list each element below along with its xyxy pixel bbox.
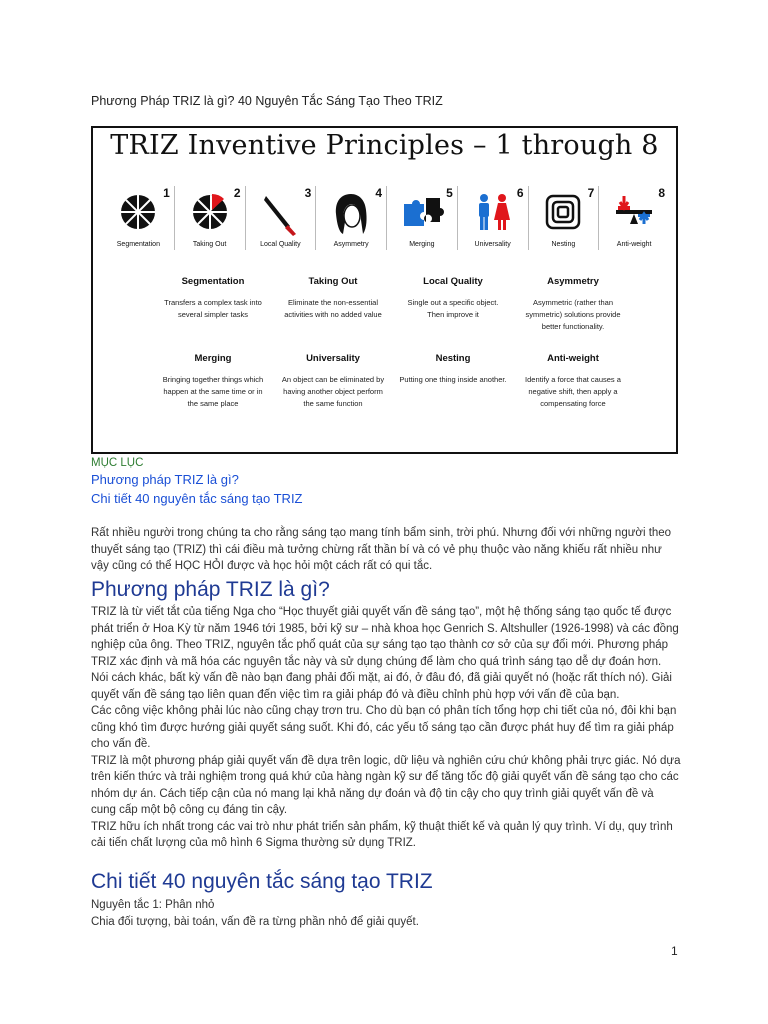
principle-number: 4 xyxy=(375,186,382,200)
document-title: Phương Pháp TRIZ là gì? 40 Nguyên Tắc Sáng Tạo Theo TRIZ xyxy=(91,94,443,108)
principle-number: 6 xyxy=(516,186,524,200)
icon-label: Taking Out xyxy=(192,241,227,248)
icon-label: Anti-weight xyxy=(616,241,652,248)
principle-number: 1 xyxy=(163,186,170,200)
icon-cell-segmentation xyxy=(103,186,174,250)
icon-cell-asymmetry xyxy=(315,186,386,250)
principle-number: 8 xyxy=(658,186,665,200)
principle-description: Single out a specific object. Then improve it xyxy=(407,298,499,319)
icon-cell-merging xyxy=(386,186,457,250)
icon-cell-universality xyxy=(457,186,528,250)
principle-1-subheading: Nguyên tắc 1: Phân nhỏ xyxy=(91,899,215,911)
icon-label: Merging xyxy=(409,241,435,248)
knife-icon xyxy=(260,192,300,236)
triz-principles-figure xyxy=(91,126,678,454)
icon-label: Universality xyxy=(474,241,511,248)
puzzle-pieces-icon xyxy=(400,192,444,232)
principles-grid xyxy=(153,276,633,410)
icon-cell-nesting xyxy=(528,186,599,250)
paragraph: TRIZ hữu ích nhất trong các vai trò như phát triển sản phẩm, kỹ thuật thiết kế và quản lý quy trình. Ví dụ, quy trình cải tiến chất lượng của mô hình 6 Sigma thường sử dụng TRIZ. xyxy=(91,820,673,849)
principle-title: Taking Out xyxy=(308,276,358,287)
segmented-circle-icon xyxy=(118,192,158,232)
principle-merging xyxy=(153,353,273,410)
principle-number: 5 xyxy=(446,186,453,200)
toc-link-what-is-triz[interactable]: Phương pháp TRIZ là gì? xyxy=(91,472,239,487)
toc-title: MỤC LỤC xyxy=(91,457,144,469)
principle-description: Putting one thing inside another. xyxy=(399,375,507,384)
principle-asymmetry xyxy=(513,276,633,333)
principle-title: Merging xyxy=(194,353,232,364)
paragraph: TRIZ là từ viết tắt của tiếng Nga cho “Học thuyết giải quyết vấn đề sáng tạo”, một hệ thống sáng tạo quốc tế được phát triển ở Hoa Kỳ từ năm 1946 tới 1985, bởi kỹ sư – nhà khoa học Genrich S. Altshuller (1926-1998) và các đồng nghiệp của ông. Theo TRIZ, nguyên tắc phổ quát của sự sáng tạo tạo thành cơ sở của sự đổi mới. Phương pháp TRIZ xác định và mã hóa các nguyên tắc này và sử dụng chúng để làm cho quá trình sáng tạo dễ dự đoán hơn. Nói cách khác, bất kỳ vấn đề nào bạn đang phải đối mặt, ai đó, ở đâu đó, đã giải quyết nó (hoặc rất thích nó). Giải quyết vấn đề sáng tạo liên quan đến việc tìm ra giải pháp đó và điều chỉnh phù hợp với vấn đề của bạn. xyxy=(91,606,679,701)
asymmetric-face-icon xyxy=(331,192,371,236)
icon-cell-anti-weight xyxy=(598,186,669,250)
section-heading-40-principles: Chi tiết 40 nguyên tắc sáng tạo TRIZ xyxy=(91,870,433,893)
principle-title: Anti-weight xyxy=(547,353,599,364)
principle-number: 2 xyxy=(233,186,241,200)
principle-title: Segmentation xyxy=(181,276,245,287)
icon-label: Local Quality xyxy=(260,241,301,248)
man-woman-icon xyxy=(473,192,513,234)
figure-title: TRIZ Inventive Principles – 1 through 8 xyxy=(110,130,659,161)
principle-1-text: Chia đối tượng, bài toán, vấn đề ra từng phần nhỏ để giải quyết. xyxy=(91,916,419,928)
principle-number: 3 xyxy=(304,186,312,200)
toc-link-40-principles[interactable]: Chi tiết 40 nguyên tắc sáng tạo TRIZ xyxy=(91,491,303,506)
section-heading-what-is-triz: Phương pháp TRIZ là gì? xyxy=(91,578,330,601)
section1-body xyxy=(91,604,681,852)
principle-title: Local Quality xyxy=(423,276,483,287)
principle-description: An object can be eliminated by having another object perform the same function xyxy=(281,375,385,408)
principles-row xyxy=(153,353,633,410)
principle-title: Universality xyxy=(306,353,360,364)
paragraph: Các công việc không phải lúc nào cũng chạy trơn tru. Cho dù bạn có phân tích tổng hợp chi tiết của nó, đôi khi bạn cũng khó tìm được hướng giải quyết sáng suốt. Khi đó, các yếu tố sáng tạo cần được phát huy để tìm ra giải pháp cho vấn đề. xyxy=(91,705,677,750)
principle-anti-weight xyxy=(513,353,633,410)
icon-row xyxy=(103,186,669,250)
principle-description: Asymmetric (rather than symmetric) solutions provide better functionality. xyxy=(525,298,621,331)
principle-title: Asymmetry xyxy=(547,276,599,287)
principle-number: 7 xyxy=(587,186,595,200)
page-number: 1 xyxy=(671,944,678,958)
intro-paragraph: Rất nhiều người trong chúng ta cho rằng sáng tạo mang tính bẩm sinh, trời phú. Nhưng đối với những người theo thuyết sáng tạo (TRIZ) thì cái điều mà tưởng chừng rất thần bí và có vẻ phụ thuộc vào năng khiếu rất nhiều như vậy cũng có thể HỌC HỎI được và học hỏi một cách rất có qui tắc. xyxy=(91,527,672,572)
principle-title: Nesting xyxy=(435,353,471,364)
principles-row xyxy=(153,276,633,333)
icon-cell-local-quality xyxy=(245,186,316,250)
principle-nesting xyxy=(393,353,513,410)
icon-label: Segmentation xyxy=(116,241,160,248)
principle-local-quality xyxy=(393,276,513,333)
balance-arrows-icon xyxy=(612,192,656,232)
principle-description: Transfers a complex task into several simpler tasks xyxy=(164,298,262,319)
principle-segmentation xyxy=(153,276,273,333)
principle-taking-out xyxy=(273,276,393,333)
principle-universality xyxy=(273,353,393,410)
icon-label: Nesting xyxy=(551,241,576,248)
icon-label: Asymmetry xyxy=(333,241,369,248)
paragraph: TRIZ là một phương pháp giải quyết vấn đề dựa trên logic, dữ liệu và nghiên cứu chứ không phải trực giác. Nó dựa trên kiến thức và trải nghiệm trong quá khứ của hàng ngàn kỹ sư để tăng tốc độ giải quyết vấn đề sáng tạo cho các nhóm dự án. Cách tiếp cận của nó mang lại khả năng dự đoán và độ tin cậy cho quy trình giải quyết vấn đề và cung cấp một bộ công cụ đáng tin cậy. xyxy=(91,754,681,816)
principle-description: Eliminate the non-essential activities with no added value xyxy=(284,298,382,319)
circle-with-red-slice-icon xyxy=(190,192,230,232)
nested-squares-icon xyxy=(543,192,583,232)
principle-description: Bringing together things which happen at the same time or in the same place xyxy=(162,375,264,408)
principle-description: Identify a force that causes a negative shift, then apply a compensating force xyxy=(525,375,621,408)
icon-cell-taking-out xyxy=(174,186,245,250)
